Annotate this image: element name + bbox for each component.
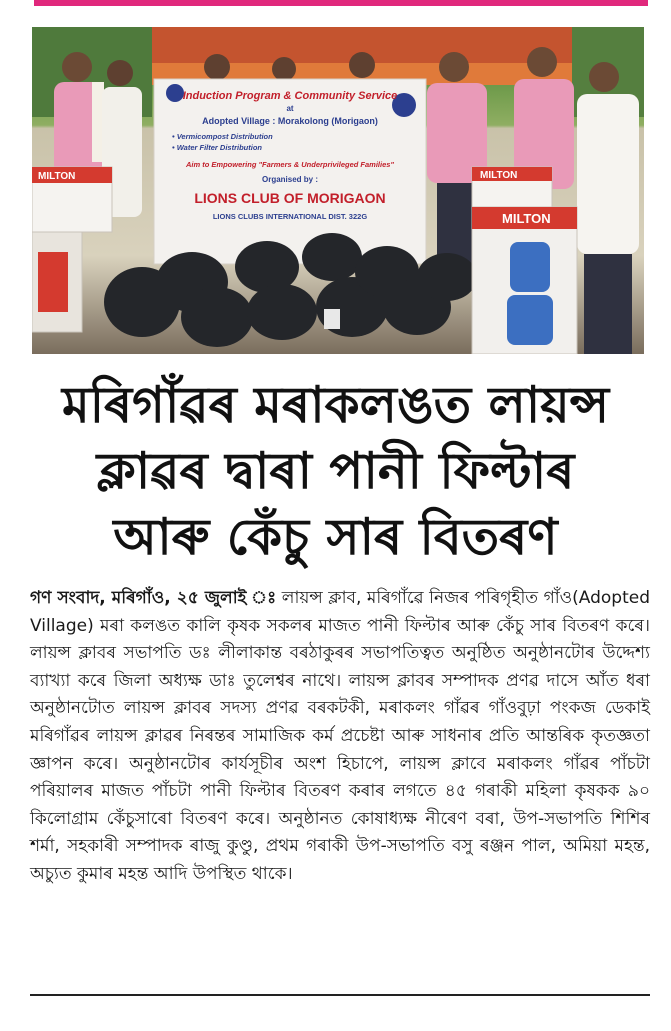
headline-line-1: মৰিগাঁৱৰ মৰাকলঙত লায়ন্স	[61, 376, 610, 434]
person-5	[349, 52, 375, 78]
banner-line-2: at	[286, 104, 294, 113]
bottom-rule	[30, 994, 650, 996]
person-8	[577, 62, 639, 354]
filter-tank-bottom	[507, 295, 553, 345]
headline	[20, 372, 651, 570]
milton-brand-left: MILTON	[38, 171, 76, 182]
milton-box-left	[32, 167, 112, 332]
photo-illustration	[32, 27, 644, 354]
filter-tank-top	[510, 242, 550, 292]
banner-line-6: Aim to Empowering "Farmers & Underprivileged Families"	[186, 160, 394, 169]
banner-line-3: Adopted Village : Morakolong (Morigaon)	[202, 116, 378, 126]
article-dateline: গণ সংবাদ, মৰিগাঁও, ২৫ জুলাই ঃ	[30, 588, 277, 608]
milton-brand-right-top: MILTON	[480, 170, 518, 181]
lions-logo-left	[166, 84, 184, 102]
banner-line-7: Organised by :	[261, 175, 319, 184]
person-4	[272, 57, 296, 81]
banner-line-9: LIONS CLUBS INTERNATIONAL DIST. 322G	[212, 212, 368, 221]
banner-line-8: LIONS CLUB OF MORIGAON	[194, 190, 386, 206]
banner-line-4: • Vermicompost Distribution	[172, 132, 273, 141]
headline-line-3: আৰু কেঁচু সাৰ বিতৰণ	[113, 508, 558, 566]
article-body	[30, 585, 650, 889]
news-photo	[32, 27, 644, 354]
bag-label	[324, 309, 340, 329]
milton-box-right	[472, 207, 577, 354]
headline-line-2: ক্লাৱৰ দ্বাৰা পানী ফিল্টাৰ	[96, 442, 575, 500]
event-banner	[154, 79, 426, 264]
top-accent-rule	[34, 0, 648, 6]
milton-box-right-top	[472, 167, 552, 207]
article-text: লায়ন্স ক্লাব, মৰিগাঁৱে নিজৰ পৰিগৃহীত গাঁও(Adopted Village) মৰা কলঙত কালি কৃষক সকলৰ মাজত পানী ফিল্টাৰ আৰু কেঁচু সাৰ বিতৰণ কৰে। লায়ন্স ক্লাবৰ সভাপতি ডঃ লীলাকান্ত বৰঠাকুৰৰ সভাপতিত্বত অনুষ্ঠিত অনুষ্ঠানটোৰ উদ্দেশ্য ব্যাখ্যা কৰে জিলা অধ্যক্ষ ডাঃ তুলেশ্বৰ নাথে। লায়ন্স ক্লাবৰ সম্পাদক প্ৰণৱ দাসে আঁত ধৰা অনুষ্ঠানটোত লায়ন্স ক্লাবৰ সদস্য প্ৰণৱ বৰকটকী, মৰাকলং গাঁৱৰ গাঁওবুঢ়া পংকজ ডেকাই মৰিগাঁৱৰ লায়ন্স ক্লাৱৰ নিৰন্তৰ সামাজিক কৰ্ম প্ৰচেষ্টা আৰু সাধনাৰ প্ৰতি আন্তৰিক কৃতজ্ঞতা জ্ঞাপন কৰে। অনুষ্ঠানটোৰ কাৰ্যসূচীৰ অংশ হিচাপে, লায়ন্স ক্লাবে মৰাকলং গাঁৱৰ পাঁচটা পৰিয়ালৰ মাজত পাঁচটা পানী ফিল্টাৰ বিতৰণ কৰাৰ লগতে ৪৫ গৰাকী মহিলা কৃষকক ৯০ কিলোগ্ৰাম কেঁচুসাৰো বিতৰণ কৰে। অনুষ্ঠানত কোষাধ্যক্ষ নীৰেণ বৰা, উপ-সভাপতি শিশিৰ শৰ্মা, সহকাৰী সম্পাদক ৰাজু কুণ্ডু, প্ৰথম গৰাকী উপ-সভাপতি বসু ৰঞ্জন পাল, অমিয়া মহন্ত, অচ্যুত কুমাৰ মহন্ত আদি উপস্থিত থাকে।	[30, 588, 651, 884]
banner-line-1: Induction Program & Community Service	[182, 90, 398, 102]
milton-brand-right: MILTON	[502, 211, 551, 226]
banner-line-5: • Water Filter Distribution	[172, 143, 262, 152]
